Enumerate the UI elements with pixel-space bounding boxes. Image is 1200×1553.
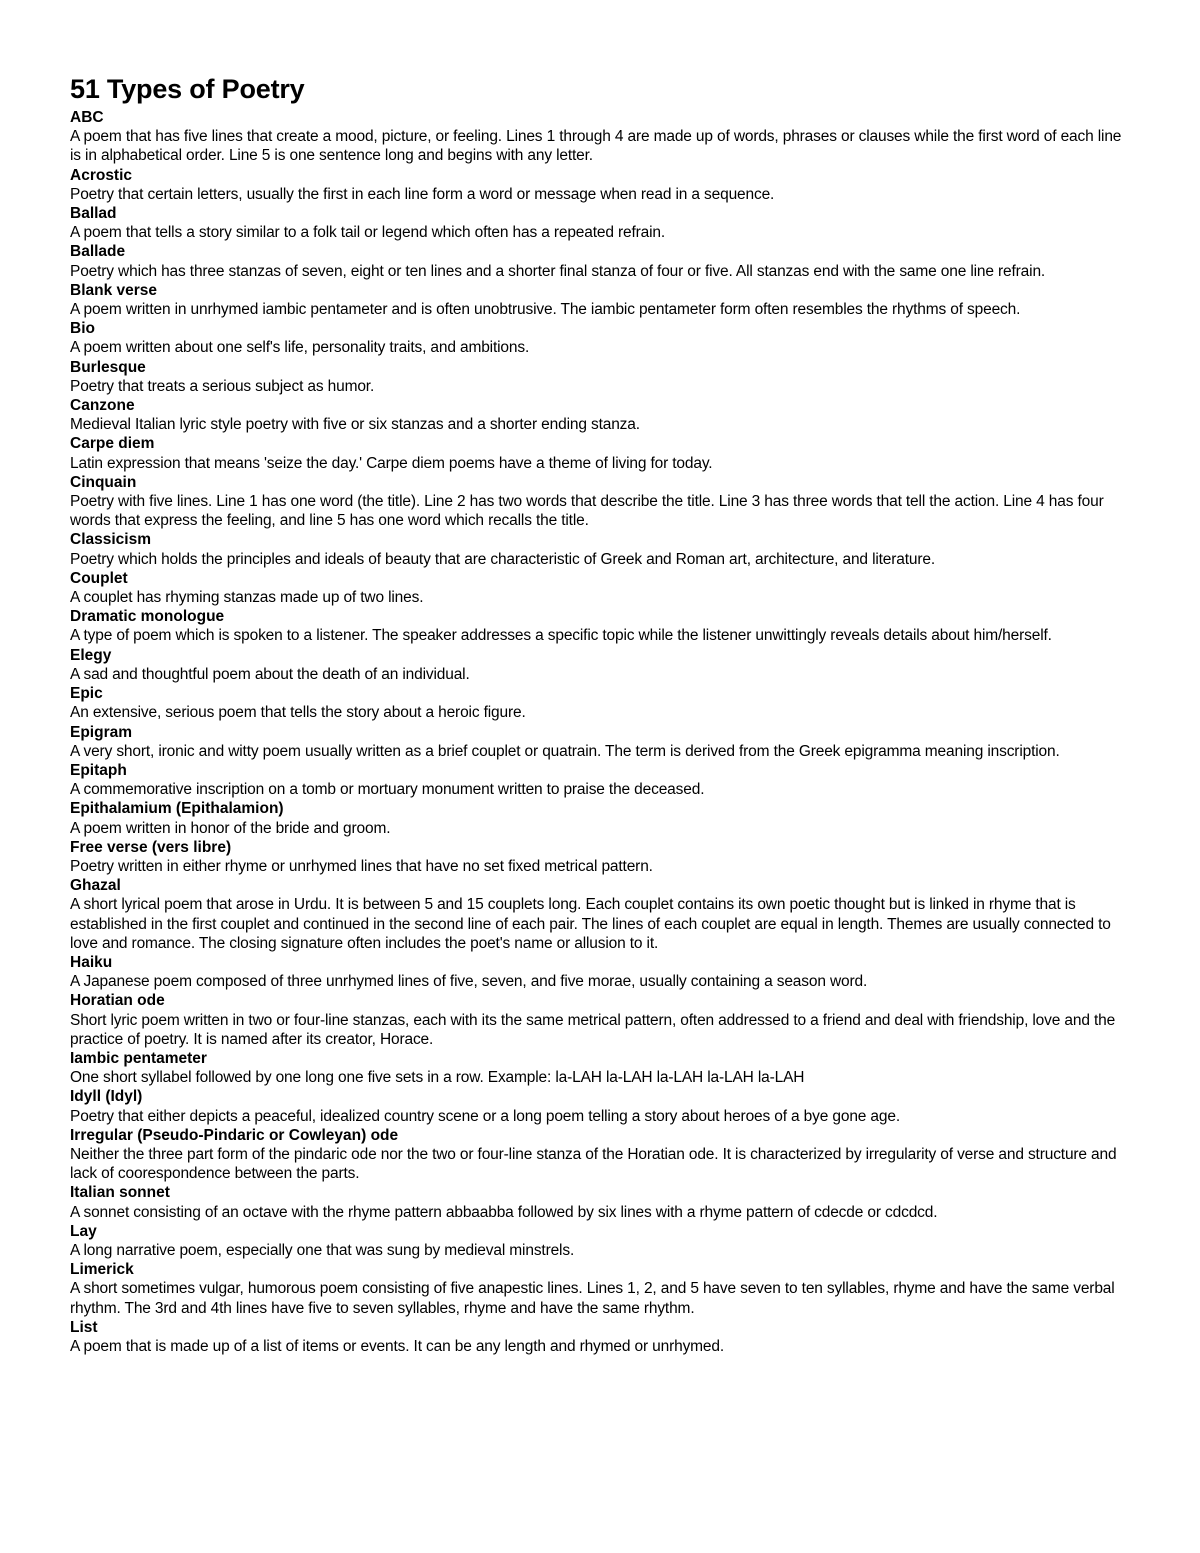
entry-item — [70, 799, 1130, 837]
entry-definition: A short lyrical poem that arose in Urdu. It is between 5 and 15 couplets long. Each couplet contains its own poetic thought but is linked in rhyme that is established in the first couplet and continued in the second line of each pair. The lines of each couplet are equal in length. Themes are usually connected to love and romance. The closing signature often includes the poet's name or allusion to it. — [70, 896, 1111, 952]
entry-term: Cinquain — [70, 473, 137, 491]
entry-item — [70, 108, 1130, 166]
entry-term: Ballade — [70, 243, 126, 261]
entry-definition: A poem written in honor of the bride and groom. — [70, 819, 391, 837]
entry-item — [70, 1222, 1130, 1260]
entry-definition: A couplet has rhyming stanzas made up of two lines. — [70, 589, 424, 607]
entry-term: Classicism — [70, 531, 151, 549]
entry-term: Bio — [70, 320, 95, 338]
entry-definition: A poem that has five lines that create a mood, picture, or feeling. Lines 1 through 4 are made up of words, phrases or clauses while the first word of each line is in alphabetical order. Line 5 is one sentence long and begins with any letter. — [70, 128, 1122, 165]
entry-definition: Poetry that certain letters, usually the first in each line form a word or message when read in a sequence. — [70, 185, 775, 203]
entry-item — [70, 838, 1130, 876]
entry-definition: A Japanese poem composed of three unrhymed lines of five, seven, and five morae, usually containing a season word. — [70, 973, 868, 991]
entry-term: Idyll (Idyl) — [70, 1088, 143, 1106]
entry-term: Free verse (vers libre) — [70, 838, 232, 856]
entry-definition: Poetry that either depicts a peaceful, idealized country scene or a long poem telling a story about heroes of a bye gone age. — [70, 1107, 900, 1125]
entry-term: List — [70, 1318, 98, 1336]
entry-term: Ballad — [70, 205, 117, 223]
entry-term: Carpe diem — [70, 435, 155, 453]
entry-item — [70, 1260, 1130, 1318]
entry-definition: One short syllabel followed by one long one five sets in a row. Example: la-LAH la-LAH la-LAH la-LAH la-LAH — [70, 1069, 805, 1087]
entry-term: Epitaph — [70, 761, 127, 779]
document-page — [70, 73, 1130, 1356]
entry-term: Irregular (Pseudo-Pindaric or Cowleyan) ode — [70, 1126, 399, 1144]
entry-item — [70, 761, 1130, 799]
entry-definition: A commemorative inscription on a tomb or mortuary monument written to praise the deceased. — [70, 781, 705, 799]
entry-term: Horatian ode — [70, 992, 165, 1010]
entry-definition: A poem that tells a story similar to a folk tail or legend which often has a repeated refrain. — [70, 224, 666, 242]
entry-item — [70, 1049, 1130, 1087]
entry-definition: Poetry which holds the principles and ideals of beauty that are characteristic of Greek and Roman art, architecture, and literature. — [70, 550, 936, 568]
entry-definition: Short lyric poem written in two or four-line stanzas, each with its the same metrical pattern, often addressed to a friend and deal with friendship, love and the practice of poetry. It is named after its creator, Horace. — [70, 1011, 1116, 1048]
entry-item — [70, 530, 1130, 568]
entry-item — [70, 684, 1130, 722]
entry-item — [70, 1318, 1130, 1356]
entry-term: Acrostic — [70, 166, 133, 184]
entry-definition: A poem written about one self's life, personality traits, and ambitions. — [70, 339, 530, 357]
entry-term: Burlesque — [70, 358, 146, 376]
entry-definition: Latin expression that means 'seize the day.' Carpe diem poems have a theme of living for today. — [70, 454, 713, 472]
entry-item — [70, 434, 1130, 472]
entry-definition: Poetry which has three stanzas of seven, eight or ten lines and a shorter final stanza of four or five. All stanzas end with the same one line refrain. — [70, 262, 1046, 280]
entry-definition: A poem that is made up of a list of items or events. It can be any length and rhymed or unrhymed. — [70, 1338, 725, 1355]
entry-term: Couplet — [70, 569, 128, 587]
entry-item — [70, 1087, 1130, 1125]
entry-item — [70, 646, 1130, 684]
entry-definition: A poem written in unrhymed iambic pentameter and is often unobtrusive. The iambic pentameter form often resembles the rhythms of speech. — [70, 301, 1021, 319]
entry-term: Haiku — [70, 953, 113, 971]
entry-item — [70, 242, 1130, 280]
entry-item — [70, 166, 1130, 204]
entry-definition: A sad and thoughtful poem about the death of an individual. — [70, 665, 470, 683]
entry-term: Epithalamium (Epithalamion) — [70, 800, 284, 818]
entry-term: Blank verse — [70, 281, 158, 299]
entry-item — [70, 204, 1130, 242]
entry-definition: A type of poem which is spoken to a listener. The speaker addresses a specific topic while the listener unwittingly reveals details about him/herself. — [70, 627, 1052, 645]
entry-item — [70, 1126, 1130, 1184]
entry-item — [70, 991, 1130, 1049]
entry-term: Lay — [70, 1222, 97, 1240]
entry-item — [70, 607, 1130, 645]
entry-term: Ghazal — [70, 877, 121, 895]
entry-item — [70, 723, 1130, 761]
entry-term: Limerick — [70, 1261, 134, 1279]
entry-term: Canzone — [70, 397, 135, 415]
entry-item — [70, 319, 1130, 357]
entry-definition: An extensive, serious poem that tells the story about a heroic figure. — [70, 704, 526, 722]
entry-term: Elegy — [70, 646, 112, 664]
entry-item — [70, 569, 1130, 607]
entry-definition: Medieval Italian lyric style poetry with five or six stanzas and a shorter ending stanza. — [70, 416, 640, 434]
entry-definition: Poetry that treats a serious subject as humor. — [70, 377, 375, 395]
entry-item — [70, 876, 1130, 953]
page-title: 51 Types of Poetry — [70, 74, 305, 104]
entry-term: Dramatic monologue — [70, 608, 225, 626]
entry-definition: Poetry written in either rhyme or unrhymed lines that have no set fixed metrical pattern. — [70, 857, 653, 875]
entry-item — [70, 396, 1130, 434]
entry-term: Iambic pentameter — [70, 1049, 207, 1067]
entry-definition: A long narrative poem, especially one that was sung by medieval minstrels. — [70, 1241, 575, 1259]
entry-term: ABC — [70, 109, 104, 126]
entry-list — [70, 108, 1130, 1356]
entry-definition: A sonnet consisting of an octave with the rhyme pattern abbaabba followed by six lines with a rhyme pattern of cdecde or cdcdcd. — [70, 1203, 938, 1221]
entry-term: Italian sonnet — [70, 1184, 170, 1202]
entry-term: Epic — [70, 685, 103, 703]
entry-term: Epigram — [70, 723, 133, 741]
entry-item — [70, 1183, 1130, 1221]
entry-definition: Neither the three part form of the pindaric ode nor the two or four-line stanza of the Horatian ode. It is characterized by irregularity of verse and structure and lack of coorespondence between the parts. — [70, 1145, 1117, 1183]
entry-definition: Poetry with five lines. Line 1 has one word (the title). Line 2 has two words that describe the title. Line 3 has three words that tell the action. Line 4 has four words that express the feeling, and line 5 has one word which recalls the title. — [70, 493, 1104, 530]
entry-item — [70, 473, 1130, 531]
entry-item — [70, 281, 1130, 319]
entry-definition: A very short, ironic and witty poem usually written as a brief couplet or quatrain. The term is derived from the Greek epigramma meaning inscription. — [70, 742, 1060, 760]
entry-item — [70, 358, 1130, 396]
entry-definition: A short sometimes vulgar, humorous poem consisting of five anapestic lines. Lines 1, 2, and 5 have seven to ten syllables, rhyme and have the same verbal rhythm. The 3rd and 4th lines have five to seven syllables, rhyme and have the same rhythm. — [70, 1280, 1115, 1317]
entry-item — [70, 953, 1130, 991]
